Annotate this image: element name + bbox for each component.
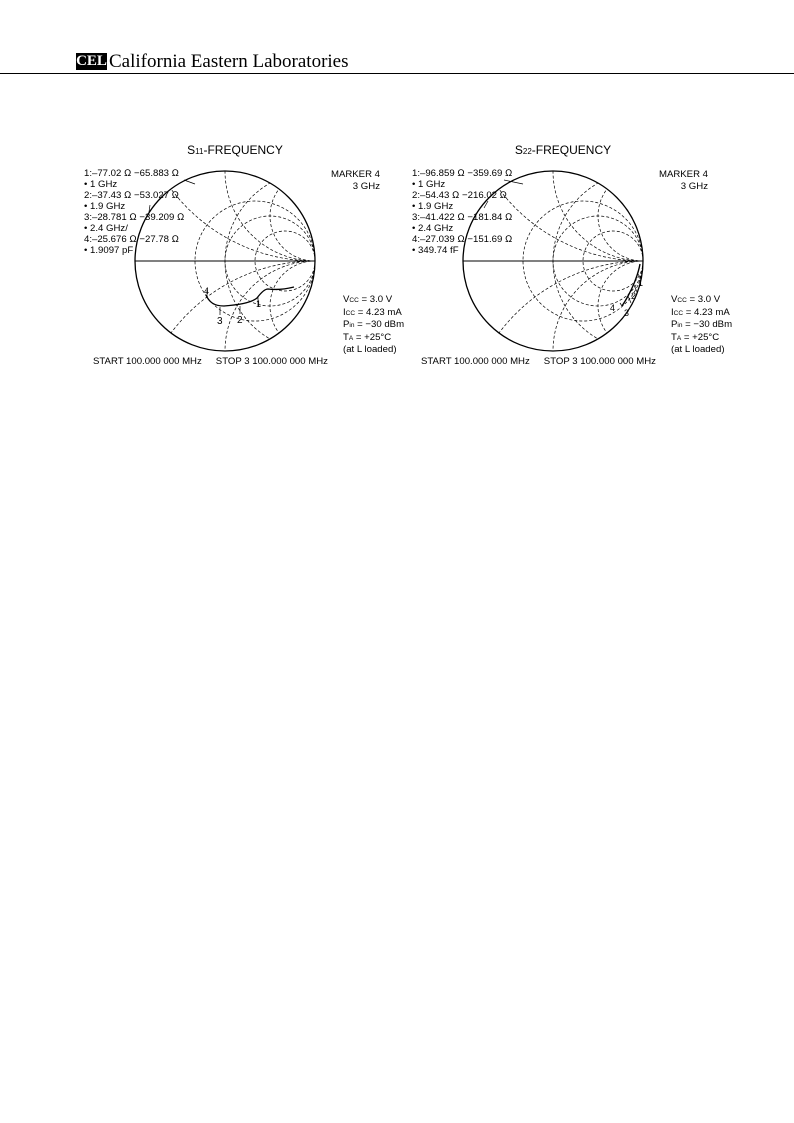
icc-condition: ICC = 4.23 mA: [343, 306, 402, 318]
marker-line: 2:–37.43 Ω −53.027 Ω: [84, 190, 180, 201]
header-rule: [0, 73, 794, 74]
marker-line: • 349.74 fF: [412, 245, 459, 256]
cel-logo: CEL: [76, 53, 107, 69]
marker-line: • 2.4 GHz/: [84, 223, 128, 234]
marker-line: 1:–77.02 Ω −65.883 Ω: [84, 168, 180, 179]
marker-header: [331, 169, 380, 193]
marker-line: • 2.4 GHz: [412, 223, 454, 234]
marker-header: [659, 169, 708, 193]
chart-title: S22-FREQUENCY: [514, 143, 612, 157]
marker-frequency: 3 GHz: [680, 181, 708, 192]
trace-label: 2: [631, 291, 637, 301]
marker-line: 2:–54.43 Ω −216.02 Ω: [412, 190, 508, 201]
marker-label: MARKER 4: [658, 169, 708, 180]
load-note: (at L loaded): [671, 344, 725, 355]
s22-chart-panel: [408, 140, 733, 375]
test-conditions: [671, 294, 732, 356]
marker-line: 3:–28.781 Ω −39.209 Ω: [84, 212, 185, 223]
sweep-start: START 100.000 000 MHz: [421, 356, 530, 367]
marker-line: 4:–27.039 Ω −151.69 Ω: [412, 234, 513, 245]
marker-line: 3:–41.422 Ω −181.84 Ω: [412, 212, 513, 223]
ta-condition: TA = +25°C: [343, 331, 392, 343]
sweep-range: [421, 356, 656, 368]
marker-line: • 1.9 GHz: [84, 201, 126, 212]
trace-label: 1: [256, 299, 262, 309]
trace-label: 3: [217, 316, 223, 327]
trace-label: 3: [624, 308, 630, 318]
company-name: California Eastern Laboratories: [109, 51, 349, 72]
s11-chart-panel: [80, 140, 405, 375]
trace-label: 4: [610, 303, 616, 313]
load-note: (at L loaded): [343, 344, 397, 355]
sweep-range: [93, 356, 328, 368]
marker-line: • 1.9097 pF: [84, 245, 134, 256]
vcc-condition: VCC = 3.0 V: [343, 294, 393, 305]
marker-line: • 1 GHz: [412, 179, 446, 190]
marker-line: • 1.9 GHz: [412, 201, 454, 212]
trace-label: 4: [204, 286, 210, 296]
icc-condition: ICC = 4.23 mA: [671, 306, 730, 318]
marker-frequency: 3 GHz: [352, 181, 380, 192]
test-conditions: [343, 294, 404, 356]
trace-label: 2: [237, 315, 243, 326]
marker-line: 4:–25.676 Ω −27.78 Ω: [84, 234, 180, 245]
marker-line: • 1 GHz: [84, 179, 118, 190]
marker-line: 1:–96.859 Ω −359.69 Ω: [412, 168, 513, 179]
pin-condition: Pin = −30 dBm: [671, 319, 733, 330]
sweep-start: START 100.000 000 MHz: [93, 356, 202, 367]
sweep-stop: STOP 3 100.000 000 MHz: [543, 356, 656, 367]
chart-title: S11-FREQUENCY: [187, 143, 283, 157]
ta-condition: TA = +25°C: [671, 331, 720, 343]
sweep-stop: STOP 3 100.000 000 MHz: [215, 356, 328, 367]
pin-condition: Pin = −30 dBm: [343, 319, 405, 330]
marker-label: MARKER 4: [330, 169, 380, 180]
vcc-condition: VCC = 3.0 V: [671, 294, 721, 305]
trace-label: 1: [638, 278, 644, 288]
